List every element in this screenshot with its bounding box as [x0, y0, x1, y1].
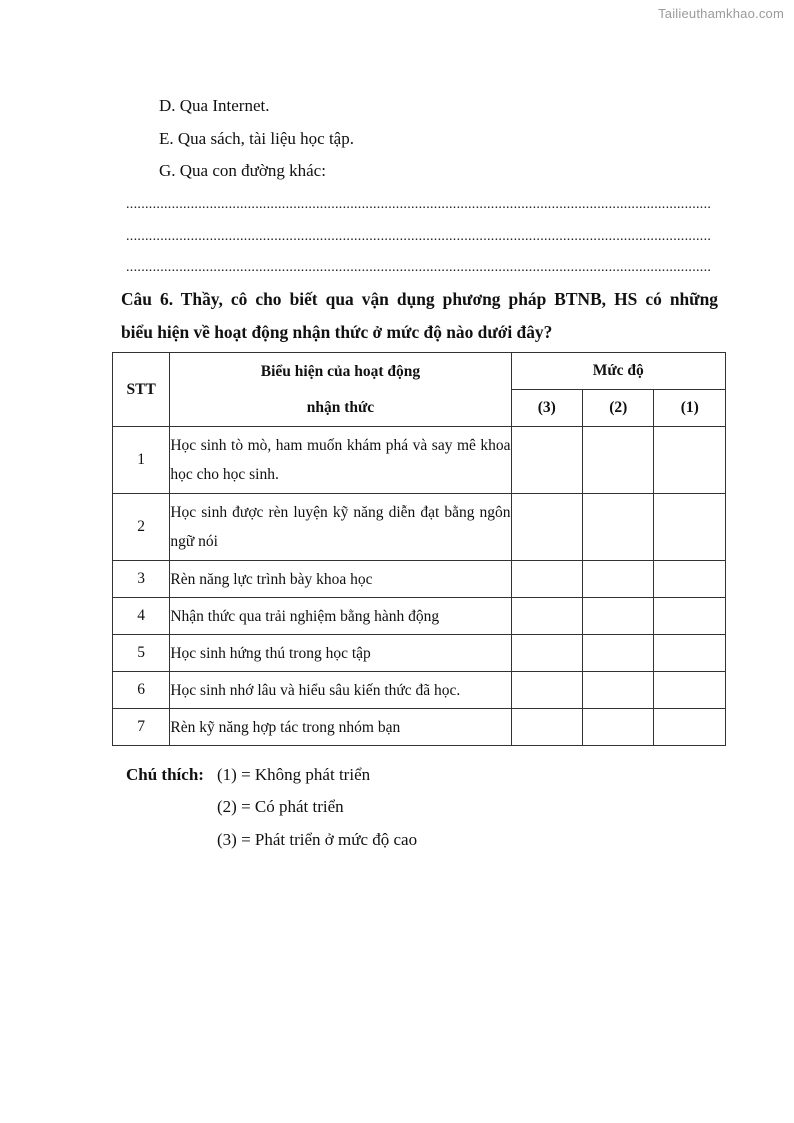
level-2-cell[interactable] [583, 561, 654, 598]
header-level: Mức độ [511, 353, 725, 390]
survey-table [112, 352, 726, 746]
row-description: Học sinh hứng thú trong học tập [170, 635, 511, 672]
option-g: G. Qua con đường khác: [159, 161, 326, 180]
level-3-cell[interactable] [511, 561, 582, 598]
row-description: Học sinh được rèn luyện kỹ năng diễn đạt bằng ngôn ngữ nói [170, 494, 511, 561]
header-level-3: (3) [511, 390, 582, 427]
level-2-cell[interactable] [583, 598, 654, 635]
level-3-cell[interactable] [511, 709, 582, 746]
row-description: Rèn kỹ năng hợp tác trong nhóm bạn [170, 709, 511, 746]
level-1-cell[interactable] [654, 635, 726, 672]
level-3-cell[interactable] [511, 598, 582, 635]
level-2-cell[interactable] [583, 672, 654, 709]
row-stt: 2 [113, 494, 170, 561]
legend-item: (2) = Có phát triển [217, 797, 344, 816]
watermark: Tailieuthamkhao.com [658, 6, 784, 21]
header-description-line-2: nhận thức [306, 398, 375, 416]
table-row [113, 635, 726, 672]
header-stt: STT [113, 353, 170, 427]
table-row [113, 709, 726, 746]
row-description: Nhận thức qua trải nghiệm bằng hành động [170, 598, 511, 635]
dotted-answer-line: .......................................................................................................................................................... [126, 229, 712, 244]
row-stt: 4 [113, 598, 170, 635]
table-header-row [113, 353, 726, 390]
level-1-cell[interactable] [654, 561, 726, 598]
row-stt: 3 [113, 561, 170, 598]
row-description: Học sinh nhớ lâu và hiểu sâu kiến thức đã học. [170, 672, 511, 709]
row-description: Rèn năng lực trình bày khoa học [170, 561, 511, 598]
table-row [113, 494, 726, 561]
row-stt: 1 [113, 427, 170, 494]
table-row [113, 427, 726, 494]
dotted-answer-line: .......................................................................................................................................................... [126, 260, 712, 275]
row-stt: 7 [113, 709, 170, 746]
level-2-cell[interactable] [583, 427, 654, 494]
level-1-cell[interactable] [654, 494, 726, 561]
level-3-cell[interactable] [511, 494, 582, 561]
row-stt: 5 [113, 635, 170, 672]
table-row [113, 598, 726, 635]
question-line-2: biểu hiện về hoạt động nhận thức ở mức độ nào dưới đây? [121, 322, 553, 342]
level-2-cell[interactable] [583, 709, 654, 746]
level-2-cell[interactable] [583, 494, 654, 561]
table-row [113, 672, 726, 709]
level-1-cell[interactable] [654, 709, 726, 746]
dotted-answer-line: .......................................................................................................................................................... [126, 197, 712, 212]
table-row [113, 561, 726, 598]
question-6 [121, 283, 718, 349]
option-e: E. Qua sách, tài liệu học tập. [159, 129, 354, 148]
row-stt: 6 [113, 672, 170, 709]
level-3-cell[interactable] [511, 672, 582, 709]
legend-item: (1) = Không phát triển [217, 765, 371, 784]
row-description: Học sinh tò mò, ham muốn khám phá và say mê khoa học cho học sinh. [170, 427, 511, 494]
option-d: D. Qua Internet. [159, 96, 270, 115]
header-description-line-1: Biểu hiện của hoạt động [260, 362, 421, 380]
level-3-cell[interactable] [511, 635, 582, 672]
legend-title: Chú thích: [126, 765, 204, 784]
header-description [170, 353, 511, 427]
level-3-cell[interactable] [511, 427, 582, 494]
header-level-1: (1) [654, 390, 726, 427]
level-2-cell[interactable] [583, 635, 654, 672]
level-1-cell[interactable] [654, 672, 726, 709]
header-level-2: (2) [583, 390, 654, 427]
legend-item: (3) = Phát triển ở mức độ cao [217, 830, 418, 849]
question-line-1: Câu 6. Thầy, cô cho biết qua vận dụng phương pháp BTNB, HS có những [121, 289, 718, 309]
level-1-cell[interactable] [654, 427, 726, 494]
level-1-cell[interactable] [654, 598, 726, 635]
